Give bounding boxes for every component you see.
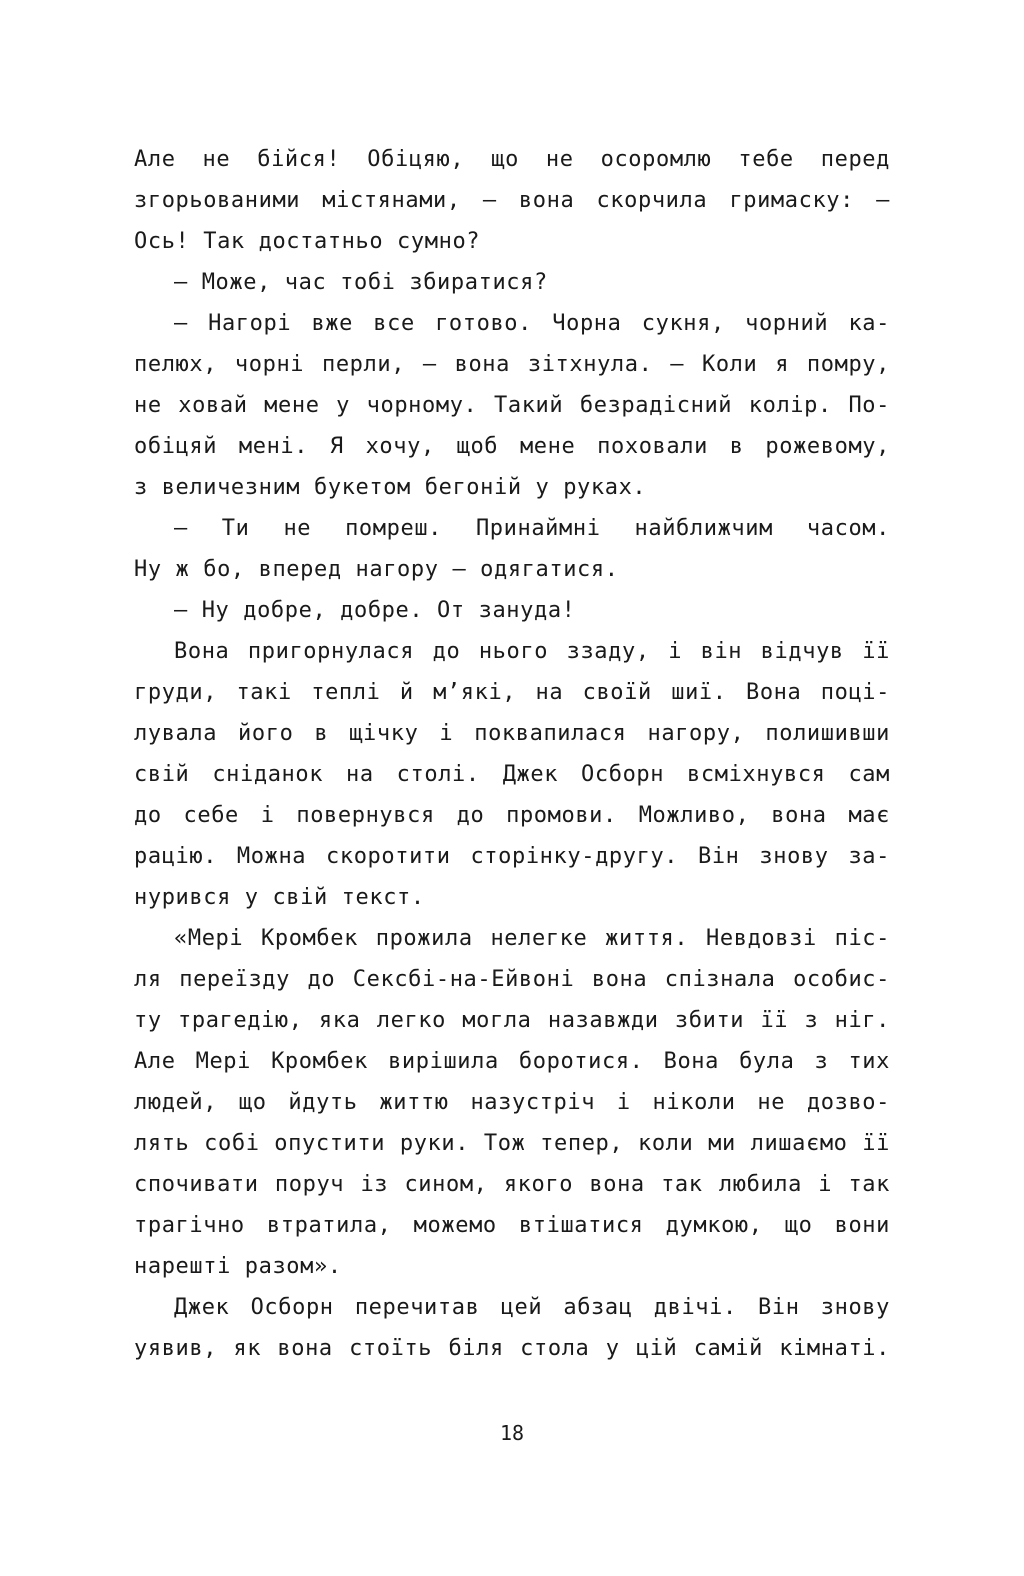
text-line: нурився у свій текст. — [134, 885, 425, 910]
text-line: груди, такі теплі й м’які, на своїй шиї. Вона поці- — [134, 680, 890, 705]
text-line: — Ну добре, добре. От зануда! — [174, 598, 576, 623]
text-line: Але Мері Кромбек вирішила боротися. Вона була з тих — [134, 1049, 890, 1074]
text-line: пелюх, чорні перли, — вона зітхнула. — Коли я помру, — [134, 352, 890, 377]
text-line: спочивати поруч із сином, якого вона так любила і так — [134, 1172, 890, 1197]
text-line: лувала його в щічку і поквапилася нагору, полишивши — [134, 721, 890, 746]
text-line: — Може, час тобі збиратися? — [174, 270, 548, 295]
text-line: згорьованими містянами, — вона скорчила гримаску: — — [134, 188, 890, 213]
text-line: людей, що йдуть життю назустріч і ніколи не дозво- — [134, 1090, 890, 1115]
text-line: Але не бійся! Обіцяю, що не осоромлю тебе перед — [134, 147, 890, 172]
text-line: не ховай мене у чорному. Такий безрадісний колір. По- — [134, 393, 890, 418]
text-line: ту трагедію, яка легко могла назавжди збити її з ніг. — [134, 1008, 890, 1033]
page-number: 18 — [499, 1421, 525, 1445]
text-line: з величезним букетом бегоній у руках. — [134, 475, 647, 500]
text-line: ля переїзду до Сексбі-на-Ейвоні вона спізнала особис- — [134, 967, 890, 992]
text-line: свій сніданок на столі. Джек Осборн всміхнувся сам — [134, 762, 890, 787]
text-line: Вона пригорнулася до нього ззаду, і він відчув її — [174, 639, 890, 664]
text-line: рацію. Можна скоротити сторінку-другу. Він знову за- — [134, 844, 890, 869]
text-line: Ну ж бо, вперед нагору — одягатися. — [134, 557, 619, 582]
text-line: обіцяй мені. Я хочу, щоб мене поховали в рожевому, — [134, 434, 890, 459]
text-line: — Нагорі вже все готово. Чорна сукня, чорний ка- — [174, 311, 890, 336]
text-line: нарешті разом». — [134, 1254, 342, 1279]
page-body-text — [134, 139, 890, 1369]
text-line: до себе і повернувся до промови. Можливо, вона має — [134, 803, 890, 828]
text-line: уявив, як вона стоїть біля стола у цій самій кімнаті. — [134, 1336, 890, 1361]
text-line: — Ти не помреш. Принаймні найближчим часом. — [174, 516, 890, 541]
text-line: лять собі опустити руки. Тож тепер, коли ми лишаємо її — [134, 1131, 890, 1156]
text-line: Джек Осборн перечитав цей абзац двічі. Він знову — [174, 1295, 890, 1320]
text-line: «Мері Кромбек прожила нелегке життя. Невдовзі піс- — [174, 926, 890, 951]
text-line: трагічно втратила, можемо втішатися думкою, що вони — [134, 1213, 890, 1238]
text-line: Ось! Так достатньо сумно? — [134, 229, 481, 254]
